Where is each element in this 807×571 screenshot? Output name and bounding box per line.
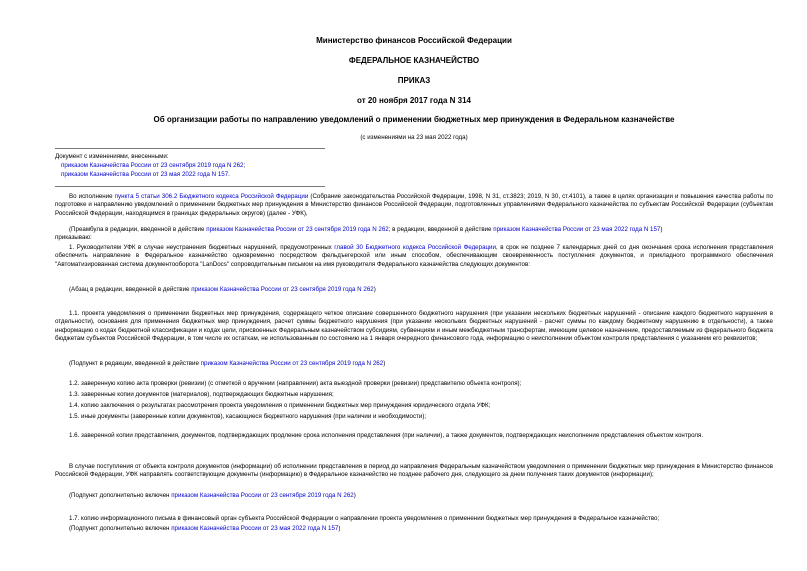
clause-1-text-b: , в срок не позднее 7 календарных дней со дня окончания срока исполнения представления обеспечить направление в Федеральное казначейство одновременно посредством фельдъегерской или иным способом, обеспечивающим своевременность поступления документов, и прикладного программного обеспечения "Автоматизированная система документооборота "LanDocs" сопроводительным письмом на имя руководителя Федерального казначейства следующих документов: xyxy=(55,244,773,268)
clause-1-4: 1.4. копию заключения о результатах рассмотрения проекта уведомления о применении бюджетных мер принуждения юридического отдела УФК; xyxy=(69,402,491,409)
ref-sep-1: ; xyxy=(243,162,246,170)
clause-1-6-continuation: В случае поступления от объекта контроля документов (информации) об исполнении представления в период до направления Федеральным казначейством уведомления о применении бюджетных мер принуждения в Министерство финансов Российской Федерации, УФК направлять соответствующие документы (информацию) в Федеральное казначейство не позднее рабочего дня, следующего за днем получения таких документов (информации); xyxy=(55,463,773,479)
ref-link-2019[interactable]: приказом Казначейства России от 23 сентября 2019 года N 262 xyxy=(61,162,244,170)
clause-1-1-edit-note xyxy=(55,360,773,368)
clause-1-note-a: (Абзац в редакции, введенной в действие xyxy=(69,286,192,293)
clause-1-text-a: 1. Руководителям УФК в случае неустранения бюджетных нарушений, предусмотренных xyxy=(69,244,335,251)
preamble-text-a: Во исполнение xyxy=(69,193,115,200)
order-2022-link[interactable]: приказом Казначейства России от 23 мая 2022 года N 157 xyxy=(493,226,661,233)
preamble-note-b: ; в редакции, введенной в действие xyxy=(388,226,494,233)
clause-1-7-order-link[interactable]: приказом Казначейства России от 23 мая 2022 года N 157 xyxy=(171,525,339,532)
order-2019-link[interactable]: приказом Казначейства России от 23 сентября 2019 года N 262 xyxy=(206,226,389,233)
clause-1-7-note-b: ) xyxy=(338,525,341,532)
clause-1-1: 1.1. проекта уведомления о применении бюджетных мер принуждения, содержащего четкое описание совершенного бюджетного нарушения (при указании нескольких бюджетных нарушений - описание каждого бюджетного нарушения в отдельности), основания для применения бюджетных мер принуждения, расчет суммы бюджетного нарушения (при указании нескольких бюджетных нарушений - расчет суммы по каждому бюджетному нарушению в отдельности), а также информацию о кодах бюджетной классификации и кодах цели, присвоенных Федеральным казначейством субсидиям, субвенциям и иным межбюджетным трансфертам, имеющим целевое назначение, предоставляемым из федерального бюджета бюджетам субъектов Российской Федерации, в том числе их остаткам, не использованным по состоянию на 1 января очередного финансового года, информацию о неисполнении объектом контроля представления с указанием его реквизитов; xyxy=(55,310,773,342)
changes-note: (с изменениями на 23 мая 2022 года) xyxy=(360,134,468,141)
budget-code-link[interactable]: пункта 5 статьи 306.2 Бюджетного кодекса Российской Федерации xyxy=(114,193,309,200)
clause-1 xyxy=(55,244,773,269)
clause-1-6-edit-note xyxy=(55,492,773,500)
preamble-text-b: (Собрание законодательства Российской Федерации, 1998, N 31, ст.3823; 2019, N 30, ст.4101), а также в целях организации и повышения качества работы по подготовке и направлению уведомлений о применении бюджетных мер принуждения в Министерство финансов Российской Федерации, подготовленных управлениями Федерального казначейства по субъектам Российской Федерации (субъектам Российской Федерации, находящимся в границах федеральных округов) (далее - УФК), xyxy=(55,193,773,217)
clause-1-order-link[interactable]: приказом Казначейства России от 23 сентября 2019 года N 262 xyxy=(191,286,374,293)
ref-box xyxy=(55,152,325,180)
clause-1-5: 1.5. иные документы (заверенные копии документов), касающиеся бюджетного нарушения (при наличии и необходимости); xyxy=(69,413,427,420)
ref-link-2022[interactable]: приказом Казначейства России от 23 мая 2022 года N 157 xyxy=(61,171,229,179)
clause-1-note-b: ) xyxy=(373,286,376,293)
clause-1-1-note-b: ) xyxy=(383,360,386,367)
ref-intro: Документ с изменениями, внесенными: xyxy=(55,153,169,160)
document-type: ПРИКАЗ xyxy=(397,76,431,85)
clause-1-7-note-a: (Подпункт дополнительно включен xyxy=(69,525,172,532)
clause-1-6-note-a: (Подпункт дополнительно включен xyxy=(69,492,172,499)
clause-1-6: 1.6. заверенной копии представления, документов, подтверждающих продление срока исполнения представления (при наличии), а также документов, подтверждающих неисполнение представления объектом контроля. xyxy=(69,432,704,439)
clause-1-6-note-b: ) xyxy=(353,492,356,499)
document-date: от 20 ноября 2017 года N 314 xyxy=(357,96,471,105)
preamble-note-c: ) xyxy=(660,226,663,233)
clause-1-1-note-a: (Подпункт в редакции, введенной в действие xyxy=(69,360,201,367)
ref-top-rule xyxy=(55,148,325,149)
clause-1-1-order-link[interactable]: приказом Казначейства России от 23 сентября 2019 года N 262 xyxy=(200,360,384,367)
clause-1-7: 1.7. копию информационного письма в финансовый орган субъекта Российской Федерации о направлении проекта уведомления о применении бюджетных мер принуждения в Федеральное казначейство; xyxy=(69,515,660,522)
ref-bottom-rule xyxy=(55,186,325,187)
chapter-30-link[interactable]: главой 30 Бюджетного кодекса Российской Федерации xyxy=(334,244,496,251)
document-title: Об организации работы по направлению уведомлений о применении бюджетных мер принуждения в Федеральном казначействе xyxy=(153,115,675,124)
order-word: приказываю: xyxy=(55,234,92,241)
agency-name: ФЕДЕРАЛЬНОЕ КАЗНАЧЕЙСТВО xyxy=(348,56,480,65)
ref-sep-2: . xyxy=(228,171,230,179)
clause-1-edit-note xyxy=(55,286,773,294)
ministry-name: Министерство финансов Российской Федерации xyxy=(316,36,512,45)
clause-1-2: 1.2. заверенную копию акта проверки (ревизии) (с отметкой о вручении (направлении) акта выездной проверки (ревизии) представителю объекта контроля); xyxy=(69,380,522,387)
preamble-note-a: (Преамбула в редакции, введенной в действие xyxy=(69,226,207,233)
clause-1-7-edit-note xyxy=(55,525,773,533)
clause-1-6-order-link[interactable]: приказом Казначейства России от 23 сентября 2019 года N 262 xyxy=(171,492,354,499)
clause-1-3: 1.3. заверенные копии документов (материалов), подтверждающих бюджетные нарушения; xyxy=(69,391,334,398)
preamble-paragraph xyxy=(55,193,773,218)
